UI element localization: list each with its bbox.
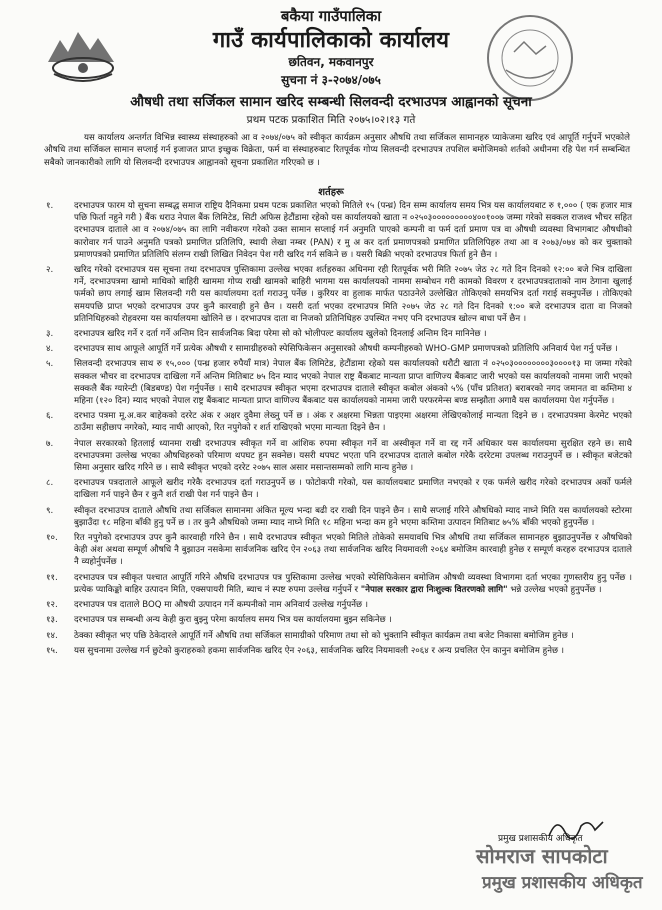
condition-text: दरभाउपत्र फारम यो सुचना सम्बद्ध समाज राष्ट्रिय दैनिकमा प्रथम पटक प्रकाशित भएको मितिले १५ (पन्ध्र) दिन सम्म कार्यालय समय भित्र यस कार्यालयबाट रु १,००० ( एक हजार मात्र पछि फिर्ता नहुने गरी ) बैंक धराउ नेपाल बैंक लिमिटेड, सिटी अफिस हेटौंडामा रहेको यस कार्यालयको खाता न ०२५०३०००००००००४००१००७ जम्मा गरेको सक्कल राजश्व भौचर सहित दरभाउपत्र दाताले आ व २०७४/०७५ का लागि नवीकरण गरेको उक्त सामान सप्लाई गर्न अनुमति पाएको कम्पनी वा फर्म दर्ता प्रमाण पत्र वा औषधी व्यवस्था विभागबाट औषधीको कारोवार गर्न पाउने अनुमति पत्रको प्रमाणित प्रतिलिपि, स्थायी लेखा नम्बर (PAN) र मु अ कर दर्ता प्रमाणपत्रको प्रमाणित प्रतिलिपिहरु तथा आ व २०७३/०७४ को कर चुक्ताको प्रमाणपत्रको प्रमाणित प्रतिलिपि संलग्न राखी लिखित निवेदन पेश गरी खरिद गर्न सकिने छ । यसरी बिक्री भएको दरभाउपत्र फिर्ता हुने छैन । <box>74 201 632 260</box>
condition-item <box>40 572 632 596</box>
municipality-name: बकैया गाउँपालिका <box>280 7 382 25</box>
notice-intro: यस कार्यालय अन्तर्गत विभिन्न स्वास्थ्य संस्थाहरुको आ व २०७४/०७५ को स्वीकृत कार्यक्रम अनुसार औषधि तथा सर्जिकल सामानहरु प्याकेजमा खरिद एवं आपूर्ति गर्नुपर्ने भएकोले औषधि तथा सर्जिकल सामान सप्लाई गर्न इजाजत प्राप्त इच्छुक विक्रेता, फर्म वा संस्थाहरुबाट रितपूर्वक गोप्य सिलवन्दी दरभाउपत्र तपशिल बमोजिमको शर्तको अधीनमा रहि पेश गर्न सम्बन्धित सबैको जानकारीको लागि यो सिलवन्दी दरभाउपत्र आह्वानको सूचना प्रकाशित गरिएको छ । <box>44 133 630 168</box>
condition-text: यस सुचनामा उल्लेख गर्न छुटेको कुराहरुको हकमा सार्वजनिक खरिद ऐन २०६३, सार्वजनिक खरिद नियमावली २०६४ र अन्य प्रचलित ऐन कानुन बमोजिम हुनेछ । <box>74 645 564 656</box>
condition-item <box>40 200 632 261</box>
condition-number: १३. <box>46 615 58 626</box>
condition-number: २. <box>46 265 54 276</box>
condition-number: १२. <box>46 600 58 611</box>
office-seal-icon <box>484 12 576 104</box>
publication-date: प्रथम पटक प्रकाशित मिति २०७५।०२।१३ गते <box>246 114 416 126</box>
condition-item <box>40 599 632 611</box>
condition-number: १०. <box>46 533 58 544</box>
condition-text: दरभाउपत्र साथ आफूले आपूर्ति गर्ने प्रत्येक औषधी र सामाग्रीहरुको स्पेसिफिकेसन अनुसारको औषधी कम्पनीहरुको WHO-GMP प्रमाणपत्रको प्रतिलिपि अनिवार्य पेश गर्नु पर्नेछ । <box>74 344 618 355</box>
condition-number: ३. <box>46 329 54 340</box>
condition-text: दरभाउपत्र खरिद गर्ने र दर्ता गर्ने अन्तिम दिन सार्वजनिक बिदा परेमा सो को भोलीपल्ट कार्यालय खुलेको दिनलाई अन्तिम दिन मानिनेछ । <box>74 329 487 340</box>
condition-number: ९. <box>46 505 54 516</box>
condition-item <box>40 343 632 355</box>
condition-text: दरभाउपत्र पत्र दाताले BOQ मा औषधी उत्पादन गर्ने कम्पनीको नाम अनिवार्य उल्लेख गर्नुपर्नेछ । <box>74 600 368 611</box>
signatory-title: प्रमुख प्रशासकीय अधिकृत <box>498 834 583 844</box>
condition-text: खरिद गरेको दरभाउपत्र यस सूचना तथा दरभाउपत्र पुस्तिकामा उल्लेख भएका शर्तहरुका अधिनमा रही रितपूर्वक भरी मिति २०७५ जेठ २८ गते दिन दिनको १२:०० बजे भित्र दाखिला गर्ने, दरभाउपत्रमा खामो माथिको बाहिरी खाममा गोप्य राखी खामको बाहिरी भागमा यस कार्यालयको नाममा सम्बोधन गरी कामको विवरण र दरभाउपत्रदाताको नाम ठेगाना खुलाई फर्मको छाप लगाई खाम सिलवन्दी गरी यस कार्यालयमा दर्ता गराउनु पर्नेछ । कुरियर वा हुलाक मार्फत पठाउनेले उल्लेखित तोकिएको समयभित्र दर्ता गराई सक्नुपर्नेछ । तोकिएको समयपछि प्राप्त भएको दरभाउपत्र उपर कुनै कारवाही हुने छैन । यसरी दर्ता भएका दरभाउपत्र मिति २०७५ जेठ २८ गते दिन दिनको १:०० बजे दरभाउपत्र दाता वा निजको प्रतिनिधिहरुको रोहवरमा यस कार्यालयमा खोलिने छ । दरभाउपत्र दाता वा निजको प्रतिनिधिहरु उपस्थित नभए पनि दरभाउपत्र खोल्न बाधा पर्ने छैन । <box>74 265 632 324</box>
condition-item <box>40 614 632 626</box>
condition-item <box>40 505 632 529</box>
condition-number: १. <box>46 201 54 211</box>
condition-item <box>40 532 632 569</box>
notice-title: औषधी तथा सर्जिकल सामान खरिद सम्बन्धी सिलवन्दी दरभाउपत्र आह्वानको सूचना <box>130 94 532 110</box>
condition-text: दरभाउपत्र पत्र सम्बन्धी अन्य केही कुरा बुझ्नु परेमा कार्यालय समय भित्र यस कार्यालयमा बुझ्न सकिनेछ । <box>74 615 392 626</box>
condition-item <box>40 645 632 657</box>
condition-item <box>40 630 632 642</box>
conditions-list <box>40 200 632 660</box>
condition-text: दरभाउपत्र पत्रदाताले आफूले खरीद गरेकै दरभाउपत्र दर्ता गराउनुपर्ने छ । फोटोकपी गरेको, यस कार्यालयबाट प्रमाणित नभएको र एक फर्मले खरीद गरेको दरभाउपत्र अर्को फर्मले दाखिला गर्न पाइने छैन र कुनै शर्त राखी पेश गर्न पाइने छैन । <box>74 478 632 501</box>
condition-text: स्वीकृत दरभाउपत्र दाताले औषधि तथा सर्जिकल सामानमा अंकित मूल्य भन्दा बढी दर राखी दिन पाइने छैन । साथै सप्लाई गरिने औषधिको म्याद नाघ्ने मिति यस कार्यालयको स्टोरमा बुझाउँदा १८ महिना बाँकी हुनु पर्ने छ । तर कुनै औषधिको जम्मा म्याद नाघ्ने मिति १८ महिना भन्दा कम हुने भएमा कम्तिमा उत्पादन मितिबाट ७५% बाँकी भएको हुनुपर्नेछ । <box>74 505 632 528</box>
notice-number: सुचना नं ३-२०७४/०७५ <box>281 73 381 87</box>
signatory-title-stamp: प्रमुख प्रशासकीय अधिकृत <box>482 873 643 893</box>
condition-text: रित नपुगेको दरभाउपत्र उपर कुनै कारवाही गरिने छैन । साथै दरभाउपत्र स्वीकृत भएको मितिले तोकेको समयावधि भित्र औषधि तथा सर्जिकल सामानहरु बुझाउनुपर्नेछ र औषधिको केही अंश अथवा सम्पूर्ण औषधि नै बुझाउन नसकेमा सार्वजनिक खरिद ऐन २०६३ तथा सार्वजनिक खरिद नियमावली २०६४ बमोजिम कारवाही हुनेछ र सम्पूर्ण करहरु दरभाउपत्र दाताले नै व्यहोर्नुपर्नेछ । <box>74 533 632 568</box>
conditions-heading: शर्तहरू <box>318 187 344 198</box>
condition-text: दरभाउपत्र पत्र स्वीकृत पश्चात आपूर्ति गरिने औषधि दरभाउपत्र पत्र पुस्तिकामा उल्लेख भएको स्पेसिफिकेसन बमोजिम औषधी व्यवस्था विभागमा दर्ता भएका गुणस्तरीय हुनु पर्नेछ । प्रत्येक प्याकिङ्को बाहिर उत्पादन मिति, एक्सपायरी मिति, ब्याच नं स्पष्ट रुपमा उल्लेख गर्नुपर्ने र <box>74 572 632 595</box>
condition-item <box>40 358 632 407</box>
office-name: गाउँ कार्यपालिकाको कार्यालय <box>212 28 450 53</box>
free-distribution-label: "नेपाल सरकार द्वारा निःशुल्क वितरणको लागि" <box>360 584 508 595</box>
condition-number: ८. <box>46 478 54 489</box>
condition-text: नेपाल सरकारको हितलाई ध्यानमा राखी दरभाउपत्र स्वीकृत गर्ने वा आंशिक रुपमा स्वीकृत गर्ने वा अस्वीकृत गर्ने वा रद्द गर्ने अधिकार यस कार्यालयमा सुरक्षित रहने छ। साथै दरभाउपत्रमा उल्लेख भएका औषधिहरुको परिमाण थपघट हुन सक्नेछ। यसरी थपघट भएता पनि दरभाउपत्र दाताले कबोल गरेकै दररेटमा उपलब्ध गराउनुपर्ने छ । स्वीकृत बजेटको सिमा अनुसार खरिद गरिने छ । साथै स्वीकृत भएको दररेट २०७५ साल असार मसान्तसम्मको लागि मान्य हुनेछ । <box>74 438 632 474</box>
condition-item <box>40 438 632 475</box>
condition-item <box>40 264 632 325</box>
condition-item <box>40 410 632 434</box>
condition-text: ठेक्का स्वीकृत भए पछि ठेकेदारले आपूर्ति गर्ने औषधि तथा सर्जिकल सामाग्रीको परिमाण तथा सो को भुक्तानि स्वीकृत कार्यक्रम तथा बजेट निकासा बमोजिम हुनेछ । <box>74 630 574 641</box>
condition-number: ६. <box>46 411 54 422</box>
condition-text: दरभाउ पत्रमा मू.अ.कर बाहेकको दररेट अंक र अक्षर दुवैमा लेख्नु पर्ने छ । अंक र अक्षरमा भिन्नता पाइएमा अक्षरमा लेखिएकोलाई मान्यता दिइने छ । दरभाउपत्रमा केरमेट भएको ठाउँमा सहीछाप नगरेको, म्याद नाघी आएको, रित नपुगेको र शर्त राखिएको भएमा मान्यता दिइने छैन । <box>74 411 632 434</box>
signatory-name-stamp: सोमराज सापकोटा <box>476 844 608 868</box>
condition-number: ४. <box>46 344 54 355</box>
condition-number: १४. <box>46 630 58 641</box>
condition-number: ५. <box>46 359 54 370</box>
office-address: छतिवन, मकवानपुर <box>288 55 374 69</box>
condition-text: सिलवन्दी दरभाउपत्र साथ रु १५,००० (पन्ध्र हजार रुपैयाँ मात्र) नेपाल बैंक लिमिटेड, हेटौंडामा रहेको यस कार्यालयको धरौटी खाता नं ०२५०३००००००००३००००१३ मा जम्मा गरेको सक्कल भौचर वा दरभाउपत्र दाखिला गर्ने अन्तिम मितिबाट ७५ दिन म्याद भएको नेपाल राष्ट्र बैंकबाट मान्यता प्राप्त वाणिज्य बैंकबाट जारी भएको यस कार्यालयको नाममा जारी भएको सक्कलै बैंक ग्यारेन्टी (बिडबण्ड) पेश गर्नुपर्नेछ । साथै दरभाउपत्र स्वीकृत भएमा दरभाउपत्र दाताले स्वीकृत कबोल अंकको ५% (पाँच प्रतिशत) बराबरको नगद जमानत वा कम्तिमा ४ महिना (१२० दिन) म्याद भएको नेपाल राष्ट्र बैंकबाट मान्यता प्राप्त वाणिज्य बैंकबाट यस कार्यालयको नाममा जारी परफरमेन्स बण्ड सम्झौता अगावै यस कार्यालयमा पेश गर्नुपर्नेछ । <box>74 359 632 407</box>
condition-item <box>40 477 632 501</box>
condition-number: १५. <box>46 645 58 656</box>
condition-number: ७. <box>46 438 54 449</box>
condition-text-tail: भन्ने उल्लेख भएको हुनुपर्नेछ । <box>507 584 602 595</box>
condition-number: ११. <box>46 572 58 583</box>
condition-item <box>40 328 632 340</box>
